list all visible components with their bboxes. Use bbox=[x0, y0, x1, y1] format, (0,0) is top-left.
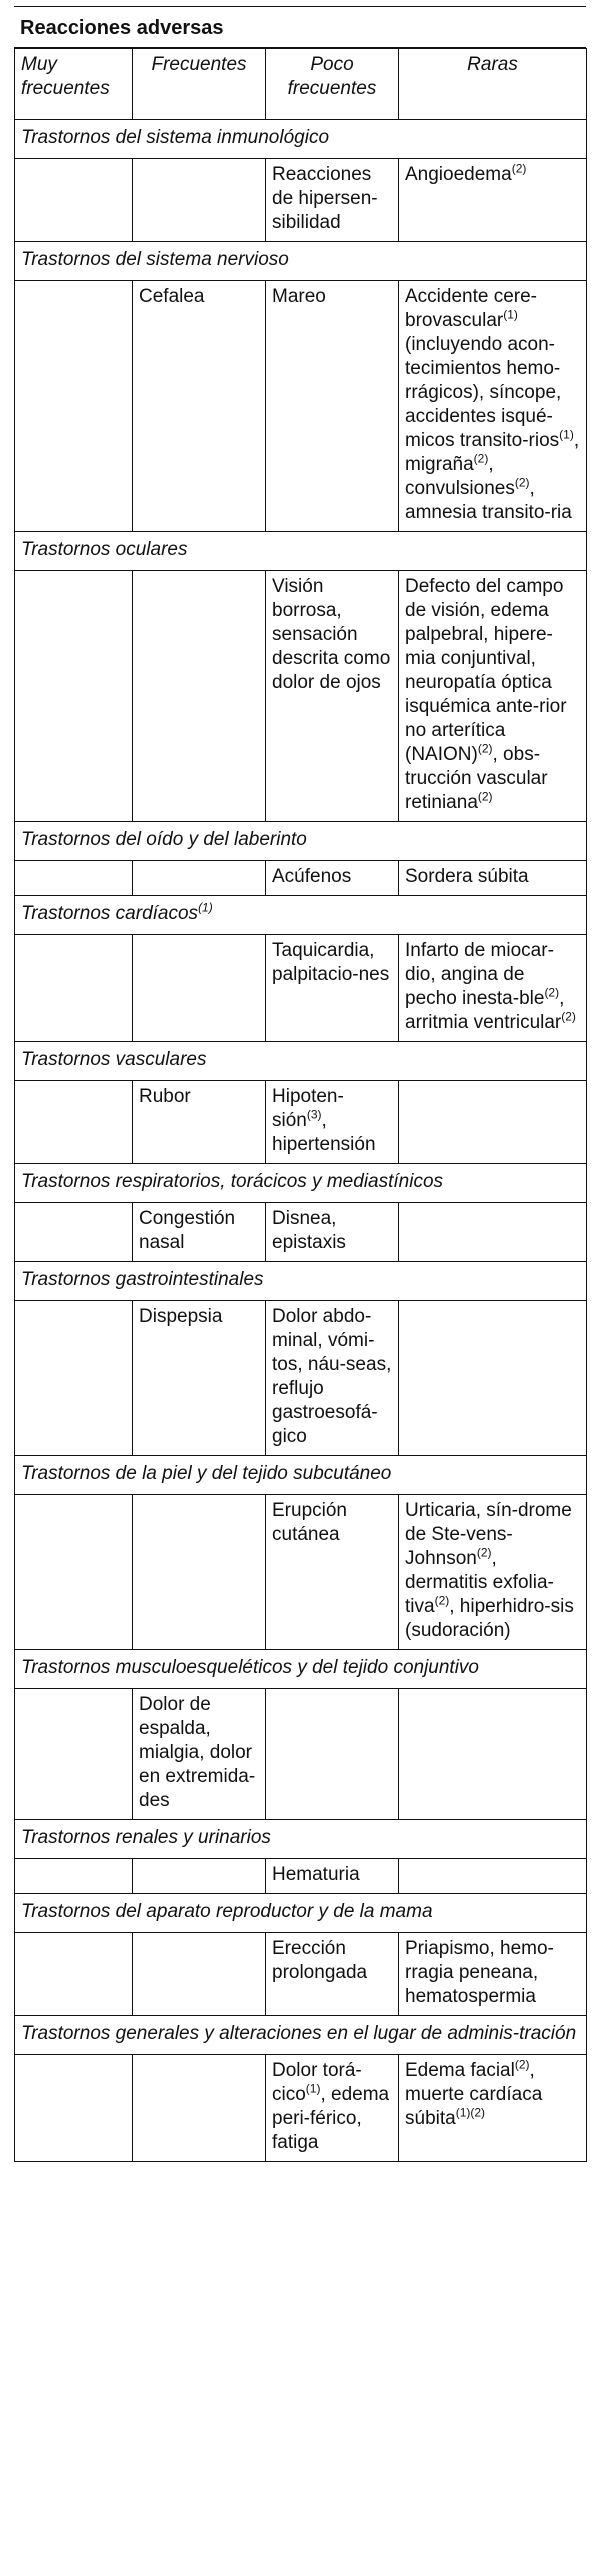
cell-frecuentes: Dolor de espalda, mialgia, dolor en extremida-des bbox=[133, 1689, 266, 1820]
footnote-ref: (2) bbox=[511, 161, 527, 176]
cell-raras bbox=[399, 1301, 587, 1456]
cell-raras: Priapismo, hemo-rragia peneana, hematospermia bbox=[399, 1933, 587, 2016]
section-name: Trastornos respiratorios, torácicos y mediastínicos bbox=[15, 1164, 587, 1203]
cell-muy-frecuentes bbox=[15, 1203, 133, 1262]
section-name: Trastornos musculoesqueléticos y del tejido conjuntivo bbox=[15, 1650, 587, 1689]
section-name: Trastornos del aparato reproductor y de la mama bbox=[15, 1894, 587, 1933]
section-name: Trastornos gastrointestinales bbox=[15, 1262, 587, 1301]
footnote-ref: (2) bbox=[544, 985, 560, 1000]
cell-raras: Accidente cere-brovascular$^{(1)}$ (incluyendo acon-tecimientos hemo-rrágicos), síncope, accidentes isqué-micos transito-rios$^{(1)}$, migraña$^{(2)}$, convulsiones$^{(2)}$, amnesia transito-ria bbox=[399, 281, 587, 532]
section-header-row bbox=[15, 120, 587, 159]
section-header-row bbox=[15, 532, 587, 571]
cell-raras bbox=[399, 1689, 587, 1820]
header-muy-frecuentes: Muy frecuentes bbox=[15, 49, 133, 120]
cell-muy-frecuentes bbox=[15, 1689, 133, 1820]
cell-muy-frecuentes bbox=[15, 2055, 133, 2162]
section-name: Trastornos del sistema inmunológico bbox=[15, 120, 587, 159]
cell-frecuentes: Congestión nasal bbox=[133, 1203, 266, 1262]
footnote-ref: (2) bbox=[477, 741, 493, 756]
cell-frecuentes bbox=[133, 571, 266, 822]
header-row bbox=[15, 49, 587, 120]
cell-raras bbox=[399, 1203, 587, 1262]
section-name: Trastornos del oído y del laberinto bbox=[15, 822, 587, 861]
cell-frecuentes bbox=[133, 1859, 266, 1894]
section-name: Trastornos cardíacos$^{(1)}$ bbox=[15, 896, 587, 935]
section-header-row bbox=[15, 896, 587, 935]
cell-muy-frecuentes bbox=[15, 1495, 133, 1650]
footnote-ref: (2) bbox=[514, 2057, 530, 2072]
section-name: Trastornos del sistema nervioso bbox=[15, 242, 587, 281]
cell-muy-frecuentes bbox=[15, 571, 133, 822]
cell-frecuentes bbox=[133, 159, 266, 242]
header-frecuentes: Frecuentes bbox=[133, 49, 266, 120]
cell-muy-frecuentes bbox=[15, 1859, 133, 1894]
footnote-ref: (2) bbox=[476, 1545, 492, 1560]
cell-frecuentes bbox=[133, 935, 266, 1042]
cell-frecuentes bbox=[133, 1495, 266, 1650]
section-header-row bbox=[15, 2016, 587, 2055]
section-data-row bbox=[15, 1495, 587, 1650]
footnote-ref: (2) bbox=[434, 1593, 450, 1608]
section-name: Trastornos renales y urinarios bbox=[15, 1820, 587, 1859]
table-body bbox=[15, 120, 587, 2162]
section-header-row bbox=[15, 242, 587, 281]
section-data-row bbox=[15, 1203, 587, 1262]
cell-muy-frecuentes bbox=[15, 1081, 133, 1164]
footnote-ref: (2) bbox=[561, 1009, 576, 1024]
section-data-row bbox=[15, 1689, 587, 1820]
section-data-row bbox=[15, 571, 587, 822]
cell-muy-frecuentes bbox=[15, 1933, 133, 2016]
section-data-row bbox=[15, 281, 587, 532]
footnote-ref: (1) bbox=[559, 427, 574, 442]
cell-poco-frecuentes: Mareo bbox=[266, 281, 399, 532]
section-header-row bbox=[15, 1042, 587, 1081]
cell-raras: Sordera súbita bbox=[399, 861, 587, 896]
section-header-row bbox=[15, 1164, 587, 1203]
footnote-ref: (2) bbox=[477, 789, 493, 804]
cell-poco-frecuentes: Dolor torá-cico$^{(1)}$, edema peri-férico, fatiga bbox=[266, 2055, 399, 2162]
cell-poco-frecuentes: Visión borrosa, sensación descrita como dolor de ojos bbox=[266, 571, 399, 822]
cell-raras bbox=[399, 1081, 587, 1164]
cell-raras: Edema facial$^{(2)}$, muerte cardíaca súbita$^{(1)(2)}$ bbox=[399, 2055, 587, 2162]
cell-frecuentes bbox=[133, 2055, 266, 2162]
cell-muy-frecuentes bbox=[15, 159, 133, 242]
cell-frecuentes: Cefalea bbox=[133, 281, 266, 532]
cell-poco-frecuentes: Disnea, epistaxis bbox=[266, 1203, 399, 1262]
section-name: Trastornos generales y alteraciones en el lugar de adminis-tración bbox=[15, 2016, 587, 2055]
cell-raras: Urticaria, sín-drome de Ste-vens-Johnson$^{(2)}$, dermatitis exfolia-tiva$^{(2)}$, hiperhidro-sis (sudoración) bbox=[399, 1495, 587, 1650]
footnote-ref: (3) bbox=[306, 1107, 322, 1122]
section-header-row bbox=[15, 1894, 587, 1933]
section-header-row bbox=[15, 1262, 587, 1301]
section-name: Trastornos de la piel y del tejido subcutáneo bbox=[15, 1456, 587, 1495]
footnote-ref: (1) bbox=[503, 307, 518, 322]
table-title: Reacciones adversas bbox=[14, 6, 586, 48]
cell-frecuentes bbox=[133, 1933, 266, 2016]
cell-raras: Infarto de miocar-dio, angina de pecho inesta-ble$^{(2)}$, arritmia ventricular$^{(2)}$ bbox=[399, 935, 587, 1042]
cell-frecuentes: Rubor bbox=[133, 1081, 266, 1164]
cell-muy-frecuentes bbox=[15, 861, 133, 896]
footnote-ref: (2) bbox=[514, 475, 530, 490]
header-poco-frecuentes: Poco frecuentes bbox=[266, 49, 399, 120]
cell-poco-frecuentes: Erección prolongada bbox=[266, 1933, 399, 2016]
section-data-row bbox=[15, 1081, 587, 1164]
cell-poco-frecuentes: Taquicardia, palpitacio-nes bbox=[266, 935, 399, 1042]
cell-raras: Angioedema$^{(2)}$ bbox=[399, 159, 587, 242]
cell-poco-frecuentes: Reacciones de hipersen-sibilidad bbox=[266, 159, 399, 242]
cell-raras: Defecto del campo de visión, edema palpebral, hipere-mia conjuntival, neuropatía óptica isquémica ante-rior no arterítica (NAION)$^{(2)}$, obs-trucción vascular retiniana$^{(2)}$ bbox=[399, 571, 587, 822]
cell-raras bbox=[399, 1859, 587, 1894]
cell-muy-frecuentes bbox=[15, 935, 133, 1042]
cell-poco-frecuentes: Hematuria bbox=[266, 1859, 399, 1894]
cell-poco-frecuentes: Acúfenos bbox=[266, 861, 399, 896]
section-header-row bbox=[15, 1650, 587, 1689]
section-data-row bbox=[15, 935, 587, 1042]
footnote-ref: (1)(2) bbox=[455, 2105, 486, 2120]
section-name: Trastornos vasculares bbox=[15, 1042, 587, 1081]
cell-muy-frecuentes bbox=[15, 281, 133, 532]
section-data-row bbox=[15, 1859, 587, 1894]
section-data-row bbox=[15, 1301, 587, 1456]
cell-poco-frecuentes bbox=[266, 1689, 399, 1820]
footnote-ref: (2) bbox=[473, 451, 489, 466]
header-raras: Raras bbox=[399, 49, 587, 120]
section-data-row bbox=[15, 159, 587, 242]
cell-frecuentes bbox=[133, 861, 266, 896]
cell-poco-frecuentes: Dolor abdo-minal, vómi-tos, náu-seas, reflujo gastroesofá-gico bbox=[266, 1301, 399, 1456]
section-header-row bbox=[15, 1456, 587, 1495]
cell-frecuentes: Dispepsia bbox=[133, 1301, 266, 1456]
section-data-row bbox=[15, 2055, 587, 2162]
cell-poco-frecuentes: Hipoten-sión$^{(3)}$, hipertensión bbox=[266, 1081, 399, 1164]
section-data-row bbox=[15, 1933, 587, 2016]
cell-muy-frecuentes bbox=[15, 1301, 133, 1456]
section-header-row bbox=[15, 822, 587, 861]
adverse-reactions-table bbox=[14, 48, 587, 2162]
section-name: Trastornos oculares bbox=[15, 532, 587, 571]
cell-poco-frecuentes: Erupción cutánea bbox=[266, 1495, 399, 1650]
section-header-row bbox=[15, 1820, 587, 1859]
adverse-reactions-document bbox=[14, 6, 586, 2162]
footnote-ref: (1) bbox=[305, 2081, 321, 2096]
section-data-row bbox=[15, 861, 587, 896]
